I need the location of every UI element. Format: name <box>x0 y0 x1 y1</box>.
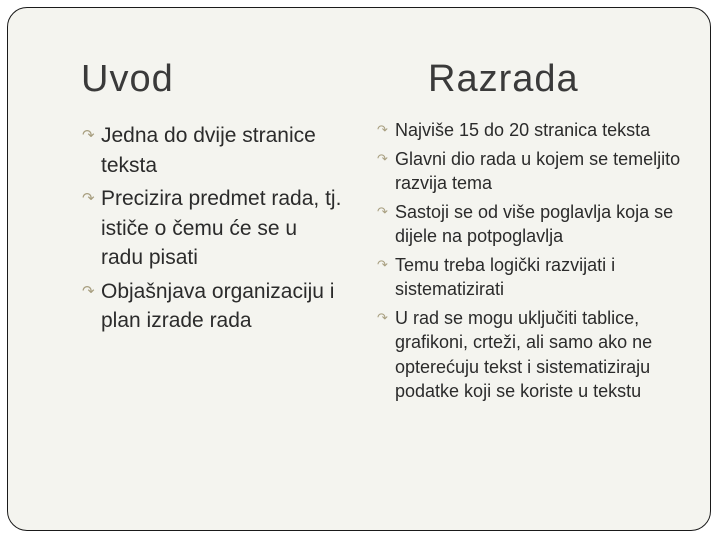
bullet-text: Objašnjava organizaciju i plan izrade rada <box>101 279 335 332</box>
bullet-text: Temu treba logički razvijati i sistematizirati <box>395 254 616 299</box>
curved-arrow-bullet-icon: ↷ <box>82 190 95 207</box>
list-item <box>82 277 344 336</box>
list-item <box>377 147 682 196</box>
list-item <box>377 200 682 249</box>
bullet-text: U rad se mogu uključiti tablice, grafikoni, crteži, ali samo ako ne opterećuju tekst i sistematiziraju podatke koji se koriste u tekstu <box>395 307 653 401</box>
list-item <box>377 118 682 143</box>
list-item <box>377 306 682 404</box>
left-bullet-list <box>82 121 344 340</box>
left-column-heading: Uvod <box>81 58 174 100</box>
curved-arrow-bullet-icon: ↷ <box>82 127 95 144</box>
curved-arrow-bullet-icon: ↷ <box>377 203 388 219</box>
curved-arrow-bullet-icon: ↷ <box>377 150 388 166</box>
bullet-text: Glavni dio rada u kojem se temeljito razvija tema <box>395 148 681 193</box>
list-item <box>82 121 344 180</box>
curved-arrow-bullet-icon: ↷ <box>377 309 388 325</box>
list-item <box>377 253 682 302</box>
curved-arrow-bullet-icon: ↷ <box>377 256 388 272</box>
bullet-text: Jedna do dvije stranice teksta <box>101 124 316 177</box>
curved-arrow-bullet-icon: ↷ <box>377 122 388 137</box>
right-bullet-list <box>377 118 682 408</box>
bullet-text: Precizira predmet rada, tj. ističe o čemu će se u radu pisati <box>101 187 342 269</box>
bullet-text: Sastoji se od više poglavlja koja se dijele na potpoglavlja <box>395 201 674 246</box>
curved-arrow-bullet-icon: ↷ <box>82 282 95 300</box>
right-column-heading: Razrada <box>428 58 579 100</box>
list-item <box>82 184 344 273</box>
bullet-text: Najviše 15 do 20 stranica teksta <box>395 120 651 140</box>
